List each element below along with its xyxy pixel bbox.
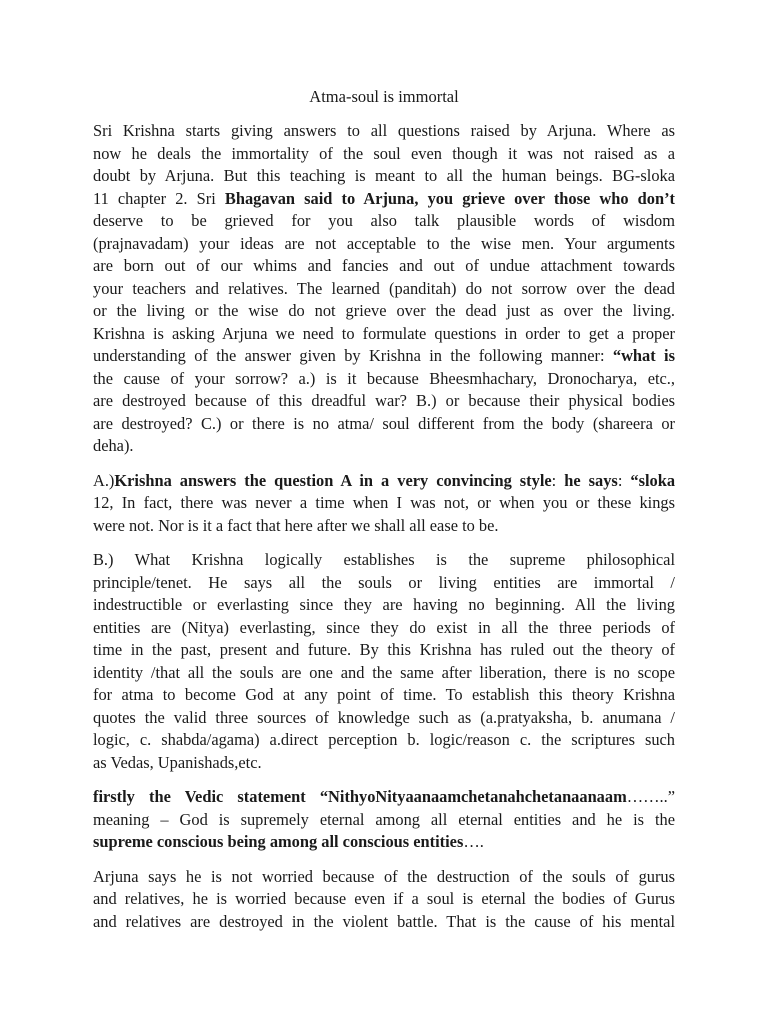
text-run: ….: [463, 832, 484, 851]
text-line: [93, 165, 675, 188]
text-line: [93, 786, 675, 809]
text-run: understanding of the answer given by Krishna in the following manner:: [93, 346, 613, 365]
text-run: Arjuna says he is not worried because of the destruction of the souls of gurus: [93, 866, 675, 886]
document-title: Atma-soul is immortal: [309, 87, 459, 106]
text-run: time in the past, present and future. By this Krishna has ruled out the theory of: [93, 640, 675, 659]
bold-text: Bhagavan said to Arjuna, you grieve over those who don’t: [224, 188, 675, 208]
bold-text: “sloka: [630, 470, 676, 490]
text-run: A.): [93, 470, 115, 490]
bold-text: supreme conscious being among all conscious entities: [93, 832, 464, 851]
text-line: [93, 866, 675, 889]
text-run: Krishna is asking Arjuna we need to formulate questions in order to get a proper: [93, 323, 675, 343]
text-run: are destroyed? C.) or there is no atma/ soul different from the body (shareera or: [93, 413, 675, 433]
text-run: and relatives are destroyed in the violent battle. That is the cause of his mental: [93, 911, 675, 931]
text-line: [93, 435, 675, 458]
text-run: 12, In fact, there was never a time when I was not, or when you or these kings: [93, 493, 675, 512]
text-line: [93, 572, 675, 595]
text-line: [93, 470, 675, 493]
bold-text: he says: [564, 470, 618, 490]
text-run: are born out of our whims and fancies and out of undue attachment towards: [93, 256, 675, 275]
text-run: quotes the valid three sources of knowledge such as (a.pratyaksha, b. anumana /: [93, 707, 675, 727]
text-line: [93, 143, 675, 166]
text-run: deserve to be grieved for you also talk plausible words of wisdom: [93, 211, 675, 230]
text-line: [93, 368, 675, 391]
text-line: [93, 911, 675, 934]
text-run: doubt by Arjuna. But this teaching is meant to all the human beings. BG-sloka: [93, 166, 675, 185]
text-line: [93, 300, 675, 323]
text-line: [93, 278, 675, 301]
paragraph: [93, 549, 675, 774]
text-run: for atma to become God at any point of time. To establish this theory Krishna: [93, 685, 675, 704]
text-line: [93, 188, 675, 211]
text-run: principle/tenet. He says all the souls or living entities are immortal /: [93, 572, 675, 592]
text-run: 11 chapter 2. Sri: [93, 188, 225, 208]
bold-text: firstly the Vedic statement “NithyoNityaanaamchetanahchetanaanaam: [93, 787, 627, 806]
text-line: [93, 617, 675, 640]
paragraph: [93, 866, 675, 934]
text-line: [93, 233, 675, 256]
text-line: [93, 255, 675, 278]
text-run: deha).: [93, 436, 134, 455]
text-line: [93, 707, 675, 730]
text-run: meaning – God is supremely eternal among all eternal entities and he is the: [93, 809, 675, 829]
text-line: [93, 413, 675, 436]
text-line: [93, 323, 675, 346]
text-run: B.) What Krishna logically establishes is the supreme philosophical: [93, 550, 675, 569]
text-run: are destroyed because of this dreadful war? B.) or because their physical bodies: [93, 391, 675, 410]
text-line: [93, 831, 675, 854]
text-run: entities are (Nitya) everlasting, since they do exist in all the three periods of: [93, 617, 675, 637]
text-line: [93, 345, 675, 368]
text-line: [93, 639, 675, 662]
text-line: [93, 684, 675, 707]
text-run: the cause of your sorrow? a.) is it because Bheesmhachary, Dronocharya, etc.,: [93, 368, 675, 388]
text-run: and relatives, he is worried because even if a soul is eternal the bodies of Gurus: [93, 889, 675, 908]
text-line: [93, 662, 675, 685]
text-run: now he deals the immortality of the soul even though it was not raised as a: [93, 143, 675, 163]
text-line: [93, 752, 675, 775]
text-run: your teachers and relatives. The learned (panditah) do not sorrow over the dead: [93, 278, 675, 298]
text-line: [93, 492, 675, 515]
text-run: :: [617, 470, 631, 490]
text-line: [93, 594, 675, 617]
text-run: indestructible or everlasting since they are having no beginning. All the living: [93, 595, 675, 614]
text-run: or the living or the wise do not grieve over the dead just as over the living.: [93, 301, 675, 320]
text-run: identity /that all the souls are one and the same after liberation, there is no scope: [93, 662, 675, 682]
text-run: logic, c. shabda/agama) a.direct perception b. logic/reason c. the scriptures such: [93, 730, 675, 749]
text-line: [93, 549, 675, 572]
text-run: were not. Nor is it a fact that here after we shall all ease to be.: [93, 515, 499, 535]
text-run: as Vedas, Upanishads,etc.: [93, 752, 262, 772]
paragraph: [93, 120, 675, 458]
bold-text: “what is: [612, 346, 675, 365]
text-line: [93, 515, 675, 538]
text-line: [93, 888, 675, 911]
bold-text: Krishna answers the question A in a very convincing style: [114, 470, 552, 490]
text-line: [93, 120, 675, 143]
paragraph: [93, 786, 675, 854]
text-line: [93, 809, 675, 832]
text-run: :: [551, 470, 565, 490]
text-run: (prajnavadam) your ideas are not acceptable to the wise men. Your arguments: [93, 233, 675, 253]
text-run: ……..”: [626, 787, 675, 806]
document-body: [93, 120, 675, 945]
text-line: [93, 729, 675, 752]
text-line: [93, 390, 675, 413]
text-line: [93, 210, 675, 233]
text-run: Sri Krishna starts giving answers to all questions raised by Arjuna. Where as: [93, 121, 675, 140]
paragraph: [93, 470, 675, 538]
